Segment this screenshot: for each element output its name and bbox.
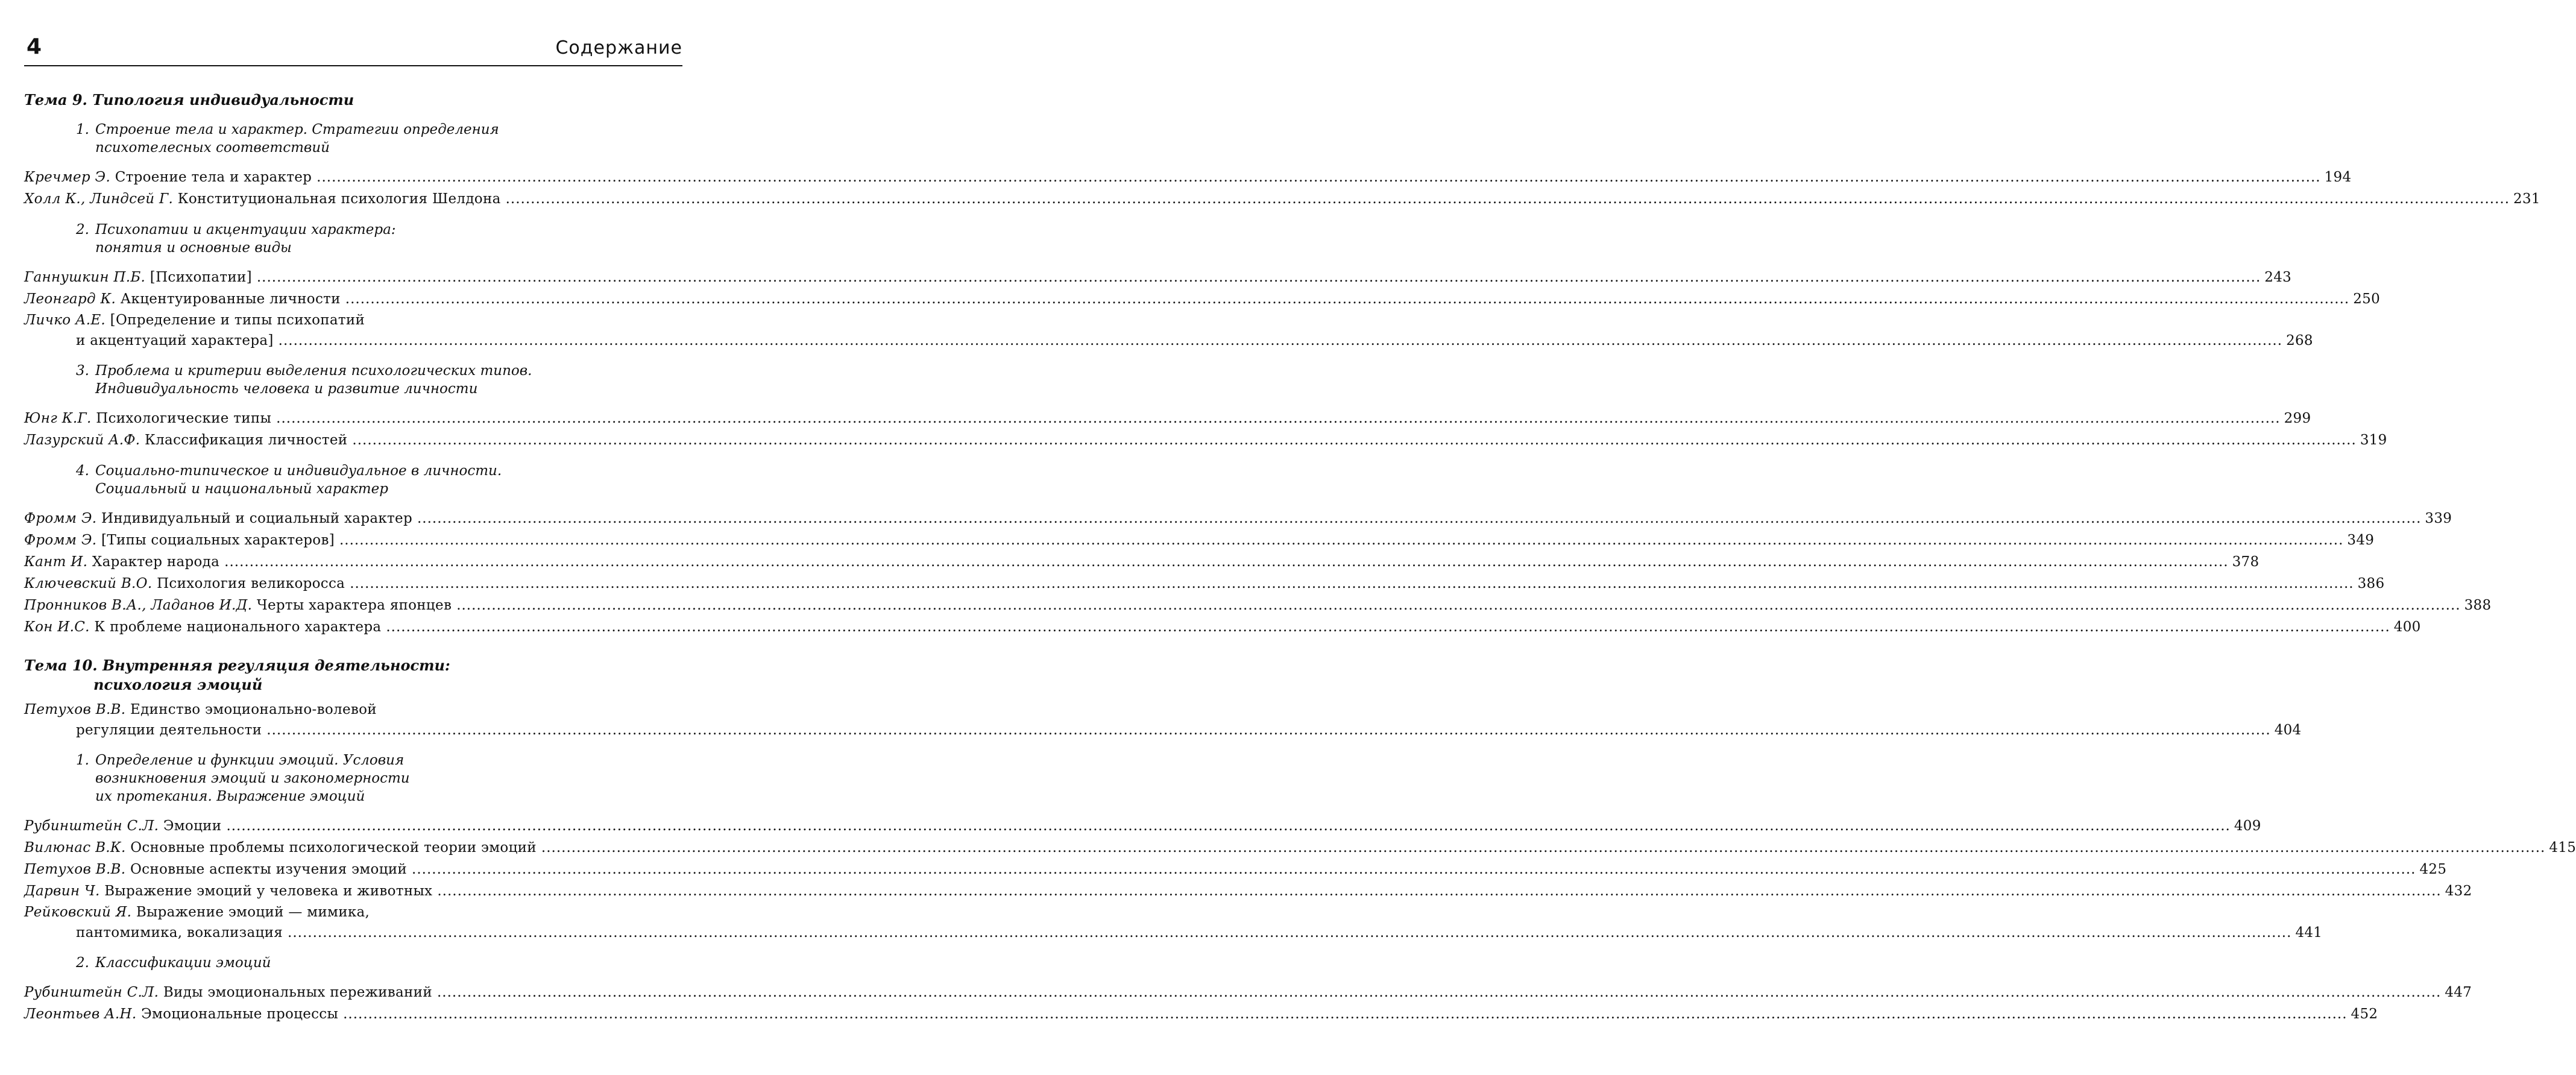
theme-heading: Тема 9. Типология индивидуальности <box>24 91 354 109</box>
entry-page-number: 447 <box>2445 985 2472 1000</box>
entry-author: Ключевский В.О. <box>24 576 153 591</box>
entry-title: Индивидуальный и социальный характер <box>101 511 412 526</box>
dot-leader: ................................................................................................................................................................................................................................................................................................................................................................................................................ <box>343 1006 2348 1022</box>
entry-author: Леонгард К. <box>24 291 116 307</box>
entry-author: Ганнушкин П.Б. <box>24 270 146 285</box>
section-title-line: психотелесных соответствий <box>95 140 330 156</box>
running-head: Содержание <box>555 37 682 58</box>
entry-page-number: 441 <box>2295 925 2323 941</box>
section-heading <box>24 221 682 257</box>
entry-author: Личко А.Е. <box>24 312 106 328</box>
entry-page-number: 432 <box>2445 883 2472 899</box>
entry-page-number: 319 <box>2360 432 2387 448</box>
toc-entry[interactable] <box>24 288 2381 310</box>
section-number: 2. <box>76 222 89 238</box>
toc-entry[interactable] <box>24 429 2387 451</box>
section-title-line: Социально-типическое и индивидуальное в личности. <box>95 463 502 479</box>
entry-author: Петухов В.В. <box>24 702 126 717</box>
section-title-line: Определение и функции эмоций. Условия <box>95 752 405 768</box>
dot-leader: ................................................................................................................................................................................................................................................................................................................................................................................................................ <box>345 291 2350 307</box>
toc-entry[interactable] <box>24 1003 2378 1025</box>
toc-entry[interactable] <box>24 266 2292 288</box>
section-title-line: возникновения эмоций и закономерности <box>95 771 410 786</box>
dot-leader: ................................................................................................................................................................................................................................................................................................................................................................................................................ <box>288 925 2292 941</box>
toc-entry[interactable] <box>24 166 2352 188</box>
entry-title: Виды эмоциональных переживаний <box>163 985 432 1000</box>
entry-title: К проблеме национального характера <box>94 619 382 635</box>
section-heading <box>24 121 682 157</box>
entry-title: Психология великоросса <box>157 576 345 591</box>
toc-entry[interactable] <box>24 837 2576 859</box>
toc-entry[interactable] <box>24 310 2313 351</box>
dot-leader: ................................................................................................................................................................................................................................................................................................................................................................................................................ <box>386 619 2390 635</box>
section-heading <box>24 751 682 805</box>
entry-page-number: 194 <box>2324 169 2352 185</box>
dot-leader: ................................................................................................................................................................................................................................................................................................................................................................................................................ <box>278 333 2283 348</box>
section-title-line: Индивидуальность человека и развитие личности <box>95 381 478 397</box>
toc-entry[interactable] <box>24 188 2540 210</box>
toc-entry[interactable] <box>24 699 2302 740</box>
entry-page-number: 349 <box>2347 532 2375 548</box>
toc-entry[interactable] <box>24 508 2452 529</box>
entry-page-number: 388 <box>2464 597 2492 613</box>
entry-title: [Определение и типы психопатий <box>110 312 365 328</box>
dot-leader: ................................................................................................................................................................................................................................................................................................................................................................................................................ <box>256 270 2261 285</box>
section-title-line: Классификации эмоций <box>95 955 271 971</box>
entry-title: Черты характера японцев <box>256 597 452 613</box>
entry-author: Холл К., Линдсей Г. <box>24 191 174 207</box>
section-number: 3. <box>76 363 89 379</box>
entry-author: Рубинштейн С.Л. <box>24 818 159 834</box>
entry-title: Конституциональная психология Шелдона <box>177 191 501 207</box>
toc-entry[interactable] <box>24 573 2385 594</box>
dot-leader: ................................................................................................................................................................................................................................................................................................................................................................................................................ <box>412 862 2416 877</box>
toc-entry[interactable] <box>24 902 2323 943</box>
entry-page-number: 425 <box>2419 862 2447 877</box>
section-title-line: Строение тела и характер. Стратегии определения <box>95 122 499 137</box>
section-heading <box>24 362 682 398</box>
theme-heading <box>24 656 682 695</box>
theme-title-line: Тема 10. Внутренняя регуляция деятельности: <box>24 657 450 674</box>
entry-title: Классификация личностей <box>145 432 348 448</box>
entry-page-number: 452 <box>2351 1006 2378 1022</box>
entry-title: Эмоции <box>163 818 222 834</box>
entry-page-number: 268 <box>2286 333 2313 348</box>
dot-leader: ................................................................................................................................................................................................................................................................................................................................................................................................................ <box>456 597 2461 613</box>
dot-leader: ................................................................................................................................................................................................................................................................................................................................................................................................................ <box>224 554 2229 570</box>
entry-author: Кречмер Э. <box>24 169 111 185</box>
dot-leader: ................................................................................................................................................................................................................................................................................................................................................................................................................ <box>417 511 2422 526</box>
entry-author: Кант И. <box>24 554 88 570</box>
entry-author: Петухов В.В. <box>24 862 126 877</box>
entry-page-number: 415 <box>2549 840 2576 856</box>
entry-author: Леонтьев А.Н. <box>24 1006 137 1022</box>
entry-title: Выражение эмоций у человека и животных <box>104 883 433 899</box>
toc-entry[interactable] <box>24 859 2447 880</box>
section-title-line: их протекания. Выражение эмоций <box>95 789 365 804</box>
entry-author: Пронников В.А., Ладанов И.Д. <box>24 597 253 613</box>
section-number: 1. <box>76 122 89 137</box>
dot-leader: ................................................................................................................................................................................................................................................................................................................................................................................................................ <box>266 722 2271 738</box>
entry-author: Дарвин Ч. <box>24 883 100 899</box>
entry-page-number: 386 <box>2357 576 2385 591</box>
entry-title: пантомимика, вокализация <box>76 925 283 941</box>
toc-entry[interactable] <box>24 616 2421 638</box>
dot-leader: ................................................................................................................................................................................................................................................................................................................................................................................................................ <box>350 576 2354 591</box>
dot-leader: ................................................................................................................................................................................................................................................................................................................................................................................................................ <box>226 818 2231 834</box>
toc-entry[interactable] <box>24 815 2261 837</box>
table-of-contents <box>24 90 2576 1025</box>
entry-page-number: 231 <box>2513 191 2540 207</box>
entry-title: Строение тела и характер <box>115 169 312 185</box>
section-title-line: понятия и основные виды <box>95 240 292 256</box>
page-header <box>24 34 682 66</box>
entry-title: регуляции деятельности <box>76 722 262 738</box>
section-heading <box>24 954 682 972</box>
entry-author: Рейковский Я. <box>24 904 132 920</box>
section-title-line: Социальный и национальный характер <box>95 481 388 497</box>
dot-leader: ................................................................................................................................................................................................................................................................................................................................................................................................................ <box>505 191 2510 207</box>
entry-page-number: 339 <box>2425 511 2452 526</box>
entry-author: Фромм Э. <box>24 511 97 526</box>
entry-title: Эмоциональные процессы <box>141 1006 339 1022</box>
entry-title: [Типы социальных характеров] <box>101 532 335 548</box>
entry-title: [Психопатии] <box>150 270 252 285</box>
dot-leader: ................................................................................................................................................................................................................................................................................................................................................................................................................ <box>316 169 2321 185</box>
toc-entry[interactable] <box>24 982 2472 1003</box>
dot-leader: ................................................................................................................................................................................................................................................................................................................................................................................................................ <box>436 985 2442 1000</box>
entry-page-number: 378 <box>2232 554 2260 570</box>
entry-author: Кон И.С. <box>24 619 90 635</box>
entry-page-number: 243 <box>2264 270 2292 285</box>
toc-entry[interactable] <box>24 408 2311 429</box>
section-title-line: Проблема и критерии выделения психологических типов. <box>95 363 532 379</box>
entry-title: Акцентуированные личности <box>120 291 341 307</box>
dot-leader: ................................................................................................................................................................................................................................................................................................................................................................................................................ <box>437 883 2442 899</box>
dot-leader: ................................................................................................................................................................................................................................................................................................................................................................................................................ <box>276 411 2281 426</box>
entry-title: и акцентуаций характера] <box>76 333 274 348</box>
dot-leader: ................................................................................................................................................................................................................................................................................................................................................................................................................ <box>352 432 2357 448</box>
toc-entry[interactable] <box>24 551 2260 573</box>
entry-title: Выражение эмоций — мимика, <box>136 904 370 920</box>
entry-author: Лазурский А.Ф. <box>24 432 140 448</box>
dot-leader: ................................................................................................................................................................................................................................................................................................................................................................................................................ <box>339 532 2344 548</box>
entry-title: Единство эмоционально-волевой <box>130 702 377 717</box>
entry-title: Основные проблемы психологической теории эмоций <box>130 840 537 856</box>
section-number: 4. <box>76 463 89 479</box>
toc-entry[interactable] <box>24 529 2375 551</box>
entry-title: Характер народа <box>92 554 220 570</box>
entry-page-number: 404 <box>2274 722 2302 738</box>
toc-entry[interactable] <box>24 594 2492 616</box>
toc-entry[interactable] <box>24 880 2472 902</box>
section-title-line: Психопатии и акцентуации характера: <box>95 222 396 238</box>
entry-page-number: 400 <box>2393 619 2421 635</box>
page-number: 4 <box>27 34 42 59</box>
section-heading <box>24 462 682 498</box>
entry-author: Рубинштейн С.Л. <box>24 985 159 1000</box>
entry-author: Вилюнас В.К. <box>24 840 126 856</box>
entry-author: Юнг К.Г. <box>24 411 92 426</box>
entry-title: Основные аспекты изучения эмоций <box>130 862 408 877</box>
entry-page-number: 409 <box>2234 818 2261 834</box>
theme-title-line: психология эмоций <box>93 676 263 693</box>
entry-page-number: 250 <box>2353 291 2381 307</box>
entry-page-number: 299 <box>2284 411 2311 426</box>
section-number: 2. <box>76 955 89 971</box>
entry-author: Фромм Э. <box>24 532 97 548</box>
dot-leader: ................................................................................................................................................................................................................................................................................................................................................................................................................ <box>541 840 2546 856</box>
entry-title: Психологические типы <box>96 411 272 426</box>
section-number: 1. <box>76 752 89 768</box>
